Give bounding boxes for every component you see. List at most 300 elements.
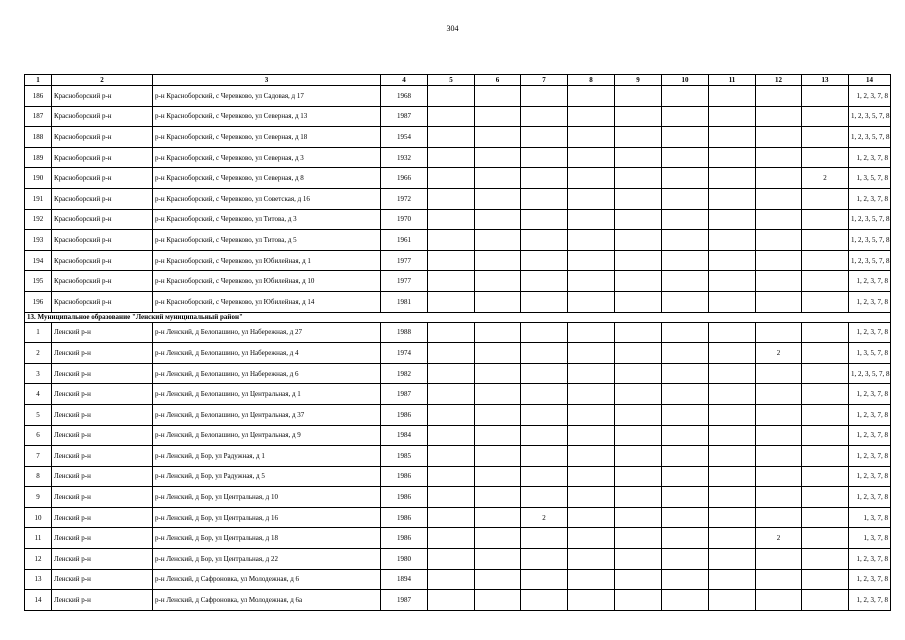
- district-cell: Красноборский р-н: [52, 209, 153, 230]
- column-12-cell: [756, 487, 802, 508]
- column-7-cell: [521, 106, 568, 127]
- housing-register-table: [24, 74, 891, 611]
- table-row: [25, 569, 891, 590]
- column-8-cell: [568, 230, 615, 251]
- column-12-cell: [756, 291, 802, 312]
- column-5-cell: [428, 507, 475, 528]
- column-13-cell: [802, 127, 849, 148]
- column-13-cell: 2: [802, 168, 849, 189]
- year-cell: 1986: [381, 528, 428, 549]
- table-row: [25, 230, 891, 251]
- column-12-cell: [756, 147, 802, 168]
- column-9-cell: [615, 384, 662, 405]
- column-11-cell: [709, 209, 756, 230]
- column-7-cell: [521, 271, 568, 292]
- column-7-cell: [521, 425, 568, 446]
- column-10-cell: [662, 271, 709, 292]
- table-row: [25, 127, 891, 148]
- column-7-cell: [521, 127, 568, 148]
- column-header: 6: [475, 75, 521, 86]
- address-cell: р-н Красноборский, с Черевково, ул Юбилейная, д 1: [153, 250, 381, 271]
- table-row: [25, 209, 891, 230]
- column-10-cell: [662, 291, 709, 312]
- year-cell: 1987: [381, 106, 428, 127]
- district-cell: Ленский р-н: [52, 384, 153, 405]
- column-13-cell: [802, 425, 849, 446]
- district-cell: Ленский р-н: [52, 487, 153, 508]
- column-7-cell: [521, 549, 568, 570]
- column-7-cell: [521, 404, 568, 425]
- address-cell: р-н Красноборский, с Черевково, ул Титова, д 3: [153, 209, 381, 230]
- column-11-cell: [709, 404, 756, 425]
- table-row: [25, 384, 891, 405]
- column-9-cell: [615, 291, 662, 312]
- column-10-cell: [662, 230, 709, 251]
- column-12-cell: [756, 507, 802, 528]
- district-cell: Ленский р-н: [52, 343, 153, 364]
- district-cell: Ленский р-н: [52, 549, 153, 570]
- column-5-cell: [428, 384, 475, 405]
- column-13-cell: [802, 487, 849, 508]
- column-6-cell: [475, 106, 521, 127]
- column-9-cell: [615, 363, 662, 384]
- codes-cell: 1, 2, 3, 7, 8: [849, 291, 891, 312]
- column-12-cell: [756, 384, 802, 405]
- table-row: [25, 291, 891, 312]
- district-cell: Ленский р-н: [52, 590, 153, 611]
- row-number: 13: [25, 569, 52, 590]
- column-12-cell: [756, 549, 802, 570]
- column-5-cell: [428, 147, 475, 168]
- column-6-cell: [475, 384, 521, 405]
- row-number: 1: [25, 322, 52, 343]
- column-13-cell: [802, 230, 849, 251]
- column-12-cell: [756, 569, 802, 590]
- column-13-cell: [802, 528, 849, 549]
- column-10-cell: [662, 549, 709, 570]
- table-row: [25, 528, 891, 549]
- column-7-cell: [521, 147, 568, 168]
- column-5-cell: [428, 168, 475, 189]
- codes-cell: 1, 2, 3, 7, 8: [849, 384, 891, 405]
- column-5-cell: [428, 569, 475, 590]
- column-13-cell: [802, 549, 849, 570]
- column-11-cell: [709, 425, 756, 446]
- address-cell: р-н Красноборский, с Черевково, ул Советская, д 16: [153, 188, 381, 209]
- column-7-cell: [521, 446, 568, 467]
- column-9-cell: [615, 446, 662, 467]
- column-13-cell: [802, 250, 849, 271]
- column-header: 5: [428, 75, 475, 86]
- column-6-cell: [475, 250, 521, 271]
- column-9-cell: [615, 404, 662, 425]
- column-8-cell: [568, 590, 615, 611]
- codes-cell: 1, 2, 3, 7, 8: [849, 188, 891, 209]
- column-7-cell: [521, 291, 568, 312]
- column-12-cell: [756, 86, 802, 107]
- column-11-cell: [709, 127, 756, 148]
- table-row: [25, 507, 891, 528]
- column-13-cell: [802, 466, 849, 487]
- table-row: [25, 425, 891, 446]
- column-11-cell: [709, 528, 756, 549]
- column-13-cell: [802, 569, 849, 590]
- column-header: 4: [381, 75, 428, 86]
- year-cell: 1932: [381, 147, 428, 168]
- year-cell: 1986: [381, 487, 428, 508]
- row-number: 9: [25, 487, 52, 508]
- column-7-cell: [521, 590, 568, 611]
- column-13-cell: [802, 322, 849, 343]
- table-row: [25, 549, 891, 570]
- table-row: [25, 343, 891, 364]
- column-7-cell: [521, 86, 568, 107]
- column-10-cell: [662, 528, 709, 549]
- column-8-cell: [568, 528, 615, 549]
- year-cell: 1986: [381, 507, 428, 528]
- address-cell: р-н Красноборский, с Черевково, ул Титова, д 5: [153, 230, 381, 251]
- column-header: 3: [153, 75, 381, 86]
- row-number: 11: [25, 528, 52, 549]
- codes-cell: 1, 2, 3, 5, 7, 8: [849, 127, 891, 148]
- year-cell: 1954: [381, 127, 428, 148]
- column-11-cell: [709, 466, 756, 487]
- address-cell: р-н Красноборский, с Черевково, ул Северная, д 3: [153, 147, 381, 168]
- column-10-cell: [662, 384, 709, 405]
- column-13-cell: [802, 507, 849, 528]
- district-cell: Красноборский р-н: [52, 291, 153, 312]
- row-number: 14: [25, 590, 52, 611]
- codes-cell: 1, 3, 5, 7, 8: [849, 168, 891, 189]
- column-7-cell: [521, 384, 568, 405]
- column-6-cell: [475, 446, 521, 467]
- column-13-cell: [802, 343, 849, 364]
- column-5-cell: [428, 590, 475, 611]
- column-11-cell: [709, 446, 756, 467]
- district-cell: Красноборский р-н: [52, 188, 153, 209]
- row-number: 193: [25, 230, 52, 251]
- column-10-cell: [662, 487, 709, 508]
- table-row: [25, 404, 891, 425]
- column-10-cell: [662, 569, 709, 590]
- codes-cell: 1, 2, 3, 5, 7, 8: [849, 250, 891, 271]
- column-9-cell: [615, 528, 662, 549]
- table-row: [25, 188, 891, 209]
- table-body: [25, 86, 891, 611]
- column-9-cell: [615, 425, 662, 446]
- district-cell: Ленский р-н: [52, 363, 153, 384]
- year-cell: 1987: [381, 384, 428, 405]
- column-6-cell: [475, 549, 521, 570]
- column-9-cell: [615, 343, 662, 364]
- district-cell: Ленский р-н: [52, 569, 153, 590]
- column-8-cell: [568, 86, 615, 107]
- column-6-cell: [475, 127, 521, 148]
- row-number: 187: [25, 106, 52, 127]
- column-9-cell: [615, 549, 662, 570]
- column-5-cell: [428, 188, 475, 209]
- column-7-cell: [521, 322, 568, 343]
- section-header-row: [25, 312, 891, 322]
- column-8-cell: [568, 322, 615, 343]
- district-cell: Красноборский р-н: [52, 147, 153, 168]
- column-11-cell: [709, 147, 756, 168]
- column-5-cell: [428, 446, 475, 467]
- column-8-cell: [568, 404, 615, 425]
- column-6-cell: [475, 271, 521, 292]
- column-12-cell: [756, 446, 802, 467]
- column-12-cell: [756, 404, 802, 425]
- column-11-cell: [709, 590, 756, 611]
- column-5-cell: [428, 322, 475, 343]
- column-6-cell: [475, 507, 521, 528]
- address-cell: р-н Ленский, д Бор, ул Радужная, д 1: [153, 446, 381, 467]
- year-cell: 1985: [381, 446, 428, 467]
- codes-cell: 1, 2, 3, 7, 8: [849, 86, 891, 107]
- table-row: [25, 487, 891, 508]
- column-10-cell: [662, 322, 709, 343]
- codes-cell: 1, 2, 3, 7, 8: [849, 549, 891, 570]
- row-number: 195: [25, 271, 52, 292]
- column-9-cell: [615, 590, 662, 611]
- column-6-cell: [475, 322, 521, 343]
- column-5-cell: [428, 404, 475, 425]
- column-10-cell: [662, 188, 709, 209]
- column-13-cell: [802, 590, 849, 611]
- row-number: 188: [25, 127, 52, 148]
- codes-cell: 1, 2, 3, 7, 8: [849, 147, 891, 168]
- year-cell: 1986: [381, 466, 428, 487]
- table-row: [25, 590, 891, 611]
- column-13-cell: [802, 446, 849, 467]
- column-8-cell: [568, 147, 615, 168]
- codes-cell: 1, 2, 3, 5, 7, 8: [849, 363, 891, 384]
- row-number: 6: [25, 425, 52, 446]
- column-12-cell: [756, 271, 802, 292]
- year-cell: 1974: [381, 343, 428, 364]
- column-9-cell: [615, 209, 662, 230]
- year-cell: 1987: [381, 590, 428, 611]
- year-cell: 1977: [381, 250, 428, 271]
- address-cell: р-н Красноборский, с Черевково, ул Северная, д 18: [153, 127, 381, 148]
- column-13-cell: [802, 271, 849, 292]
- column-6-cell: [475, 590, 521, 611]
- column-5-cell: [428, 549, 475, 570]
- column-8-cell: [568, 343, 615, 364]
- district-cell: Красноборский р-н: [52, 271, 153, 292]
- column-9-cell: [615, 127, 662, 148]
- column-7-cell: [521, 230, 568, 251]
- column-9-cell: [615, 188, 662, 209]
- column-11-cell: [709, 487, 756, 508]
- column-11-cell: [709, 250, 756, 271]
- column-5-cell: [428, 106, 475, 127]
- column-10-cell: [662, 466, 709, 487]
- codes-cell: 1, 2, 3, 7, 8: [849, 466, 891, 487]
- row-number: 10: [25, 507, 52, 528]
- address-cell: р-н Ленский, д Бор, ул Центральная, д 22: [153, 549, 381, 570]
- column-9-cell: [615, 147, 662, 168]
- year-cell: 1988: [381, 322, 428, 343]
- column-6-cell: [475, 528, 521, 549]
- column-7-cell: 2: [521, 507, 568, 528]
- column-7-cell: [521, 528, 568, 549]
- column-5-cell: [428, 363, 475, 384]
- column-12-cell: [756, 127, 802, 148]
- column-13-cell: [802, 363, 849, 384]
- column-7-cell: [521, 168, 568, 189]
- column-13-cell: [802, 86, 849, 107]
- column-header: 13: [802, 75, 849, 86]
- column-9-cell: [615, 86, 662, 107]
- codes-cell: 1, 2, 3, 5, 7, 8: [849, 209, 891, 230]
- column-10-cell: [662, 209, 709, 230]
- column-header: 1: [25, 75, 52, 86]
- column-5-cell: [428, 271, 475, 292]
- row-number: 186: [25, 86, 52, 107]
- row-number: 190: [25, 168, 52, 189]
- column-11-cell: [709, 384, 756, 405]
- column-12-cell: [756, 209, 802, 230]
- district-cell: Красноборский р-н: [52, 168, 153, 189]
- column-9-cell: [615, 507, 662, 528]
- column-8-cell: [568, 363, 615, 384]
- column-header: 8: [568, 75, 615, 86]
- year-cell: 1972: [381, 188, 428, 209]
- column-9-cell: [615, 230, 662, 251]
- column-9-cell: [615, 322, 662, 343]
- column-6-cell: [475, 147, 521, 168]
- column-6-cell: [475, 230, 521, 251]
- address-cell: р-н Ленский, д Бор, ул Центральная, д 18: [153, 528, 381, 549]
- column-10-cell: [662, 507, 709, 528]
- column-6-cell: [475, 569, 521, 590]
- district-cell: Ленский р-н: [52, 528, 153, 549]
- year-cell: 1961: [381, 230, 428, 251]
- column-8-cell: [568, 487, 615, 508]
- year-cell: 1984: [381, 425, 428, 446]
- column-10-cell: [662, 168, 709, 189]
- column-12-cell: [756, 230, 802, 251]
- column-9-cell: [615, 271, 662, 292]
- year-cell: 1980: [381, 549, 428, 570]
- column-6-cell: [475, 86, 521, 107]
- column-11-cell: [709, 168, 756, 189]
- address-cell: р-н Ленский, д Белопашино, ул Набережная, д 4: [153, 343, 381, 364]
- address-cell: р-н Ленский, д Сафроновка, ул Молодежная, д 6а: [153, 590, 381, 611]
- column-13-cell: [802, 106, 849, 127]
- table-row: [25, 322, 891, 343]
- table-row: [25, 147, 891, 168]
- column-10-cell: [662, 250, 709, 271]
- row-number: 191: [25, 188, 52, 209]
- codes-cell: 1, 2, 3, 7, 8: [849, 590, 891, 611]
- column-11-cell: [709, 322, 756, 343]
- row-number: 8: [25, 466, 52, 487]
- column-7-cell: [521, 487, 568, 508]
- district-cell: Ленский р-н: [52, 322, 153, 343]
- codes-cell: 1, 2, 3, 7, 8: [849, 487, 891, 508]
- column-8-cell: [568, 446, 615, 467]
- codes-cell: 1, 2, 3, 7, 8: [849, 404, 891, 425]
- codes-cell: 1, 3, 5, 7, 8: [849, 343, 891, 364]
- codes-cell: 1, 2, 3, 7, 8: [849, 271, 891, 292]
- column-5-cell: [428, 425, 475, 446]
- row-number: 189: [25, 147, 52, 168]
- column-13-cell: [802, 209, 849, 230]
- header-row: [25, 75, 891, 86]
- column-11-cell: [709, 230, 756, 251]
- row-number: 194: [25, 250, 52, 271]
- column-5-cell: [428, 230, 475, 251]
- year-cell: 1982: [381, 363, 428, 384]
- column-12-cell: [756, 363, 802, 384]
- table-row: [25, 271, 891, 292]
- column-13-cell: [802, 147, 849, 168]
- codes-cell: 1, 3, 7, 8: [849, 507, 891, 528]
- column-6-cell: [475, 343, 521, 364]
- address-cell: р-н Красноборский, с Черевково, ул Садовая, д 17: [153, 86, 381, 107]
- column-12-cell: [756, 250, 802, 271]
- column-6-cell: [475, 291, 521, 312]
- address-cell: р-н Ленский, д Белопашино, ул Набережная, д 27: [153, 322, 381, 343]
- column-header: 11: [709, 75, 756, 86]
- column-8-cell: [568, 106, 615, 127]
- column-11-cell: [709, 569, 756, 590]
- column-8-cell: [568, 188, 615, 209]
- address-cell: р-н Ленский, д Белопашино, ул Центральная, д 37: [153, 404, 381, 425]
- year-cell: 1986: [381, 404, 428, 425]
- district-cell: Красноборский р-н: [52, 86, 153, 107]
- district-cell: Ленский р-н: [52, 404, 153, 425]
- address-cell: р-н Ленский, д Бор, ул Центральная, д 10: [153, 487, 381, 508]
- column-10-cell: [662, 425, 709, 446]
- table-row: [25, 466, 891, 487]
- column-10-cell: [662, 404, 709, 425]
- district-cell: Красноборский р-н: [52, 106, 153, 127]
- column-8-cell: [568, 271, 615, 292]
- table-row: [25, 168, 891, 189]
- row-number: 196: [25, 291, 52, 312]
- column-10-cell: [662, 590, 709, 611]
- column-10-cell: [662, 86, 709, 107]
- column-8-cell: [568, 209, 615, 230]
- section-title: 13. Муниципальное образование "Ленский муниципальный район": [25, 312, 891, 322]
- year-cell: 1966: [381, 168, 428, 189]
- column-9-cell: [615, 466, 662, 487]
- address-cell: р-н Красноборский, с Черевково, ул Юбилейная, д 14: [153, 291, 381, 312]
- column-7-cell: [521, 343, 568, 364]
- column-10-cell: [662, 127, 709, 148]
- table-row: [25, 446, 891, 467]
- column-9-cell: [615, 250, 662, 271]
- address-cell: р-н Красноборский, с Черевково, ул Юбилейная, д 10: [153, 271, 381, 292]
- column-11-cell: [709, 86, 756, 107]
- row-number: 12: [25, 549, 52, 570]
- codes-cell: 1, 2, 3, 7, 8: [849, 569, 891, 590]
- column-11-cell: [709, 507, 756, 528]
- table-row: [25, 363, 891, 384]
- column-13-cell: [802, 384, 849, 405]
- column-5-cell: [428, 291, 475, 312]
- year-cell: 1981: [381, 291, 428, 312]
- column-10-cell: [662, 147, 709, 168]
- year-cell: 1968: [381, 86, 428, 107]
- column-6-cell: [475, 188, 521, 209]
- column-8-cell: [568, 127, 615, 148]
- column-7-cell: [521, 466, 568, 487]
- address-cell: р-н Ленский, д Белопашино, ул Центральная, д 9: [153, 425, 381, 446]
